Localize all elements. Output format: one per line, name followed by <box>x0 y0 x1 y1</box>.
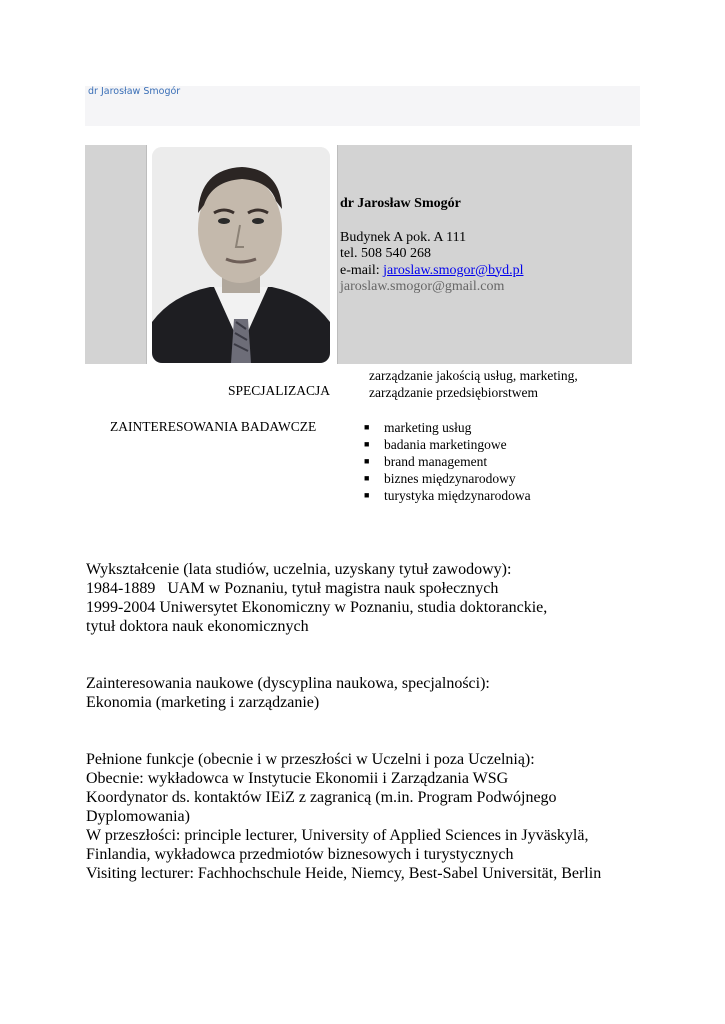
bullet-icon: ■ <box>364 490 370 500</box>
page-header-bar <box>85 86 640 126</box>
functions-line: Koordynator ds. kontaktów IEiZ z zagranicą (m.in. Program Podwójnego <box>86 789 557 806</box>
office-location: Budynek A pok. A 111 <box>340 229 467 245</box>
list-item: ■ turystyka międzynarodowa <box>364 488 531 503</box>
portrait-illustration <box>152 147 330 363</box>
email-prefix: e-mail: <box>340 262 384 278</box>
research-interests-list <box>360 419 531 504</box>
email-link[interactable]: jaroslaw.smogor@byd.pl <box>383 262 524 278</box>
education-heading: Wykształcenie (lata studiów, uczelnia, uzyskany tytuł zawodowy): <box>86 561 512 578</box>
bullet-icon: ■ <box>364 422 370 432</box>
bullet-icon: ■ <box>364 456 370 466</box>
education-line: 1984-1889 UAM w Poznaniu, tytuł magistra nauk społecznych <box>86 580 499 597</box>
functions-line: Finlandia, wykładowca przedmiotów biznesowych i turystycznych <box>86 846 514 863</box>
scientific-interests-line: Ekonomia (marketing i zarządzanie) <box>86 694 320 711</box>
functions-line: Visiting lecturer: Fachhochschule Heide, Niemcy, Best-Sabel Universität, Berlin <box>86 865 602 882</box>
scientific-interests-heading: Zainteresowania naukowe (dyscyplina naukowa, specjalności): <box>86 675 490 692</box>
person-name: dr Jarosław Smogór <box>340 196 461 211</box>
email-alt: jaroslaw.smogor@gmail.com <box>340 279 505 294</box>
bullet-icon: ■ <box>364 473 370 483</box>
list-item: ■ biznes międzynarodowy <box>364 471 516 486</box>
contact-block <box>340 196 630 296</box>
functions-heading: Pełnione funkcje (obecnie i w przeszłości w Uczelni i poza Uczelnią): <box>86 751 535 768</box>
education-line: 1999-2004 Uniwersytet Ekonomiczny w Poznaniu, studia doktoranckie, <box>86 599 548 616</box>
research-interests-label: ZAINTERESOWANIA BADAWCZE <box>110 419 317 434</box>
specialization-value <box>369 367 619 401</box>
bullet-icon: ■ <box>364 439 370 449</box>
specialization-label: SPECJALIZACJA <box>228 383 331 398</box>
functions-line: Obecnie: wykładowca w Instytucie Ekonomii i Zarządzania WSG <box>86 770 509 787</box>
education-line: tytuł doktora nauk ekonomicznych <box>86 618 309 635</box>
functions-line: Dyplomowania) <box>86 808 190 825</box>
portrait-photo <box>152 147 330 363</box>
specialization-line: zarządzanie przedsiębiorstwem <box>369 385 539 400</box>
functions-line: W przeszłości: principle lecturer, University of Applied Sciences in Jyväskylä, <box>86 827 589 844</box>
main-content <box>86 560 646 883</box>
list-item: ■ brand management <box>364 454 488 469</box>
list-item: ■ marketing usług <box>364 420 472 435</box>
specialization-line: zarządzanie jakością usług, marketing, <box>369 368 578 383</box>
phone-number: tel. 508 540 268 <box>340 246 431 261</box>
header-title: dr Jarosław Smogór <box>88 86 181 97</box>
list-item: ■ badania marketingowe <box>364 437 507 452</box>
email-row <box>340 263 630 280</box>
